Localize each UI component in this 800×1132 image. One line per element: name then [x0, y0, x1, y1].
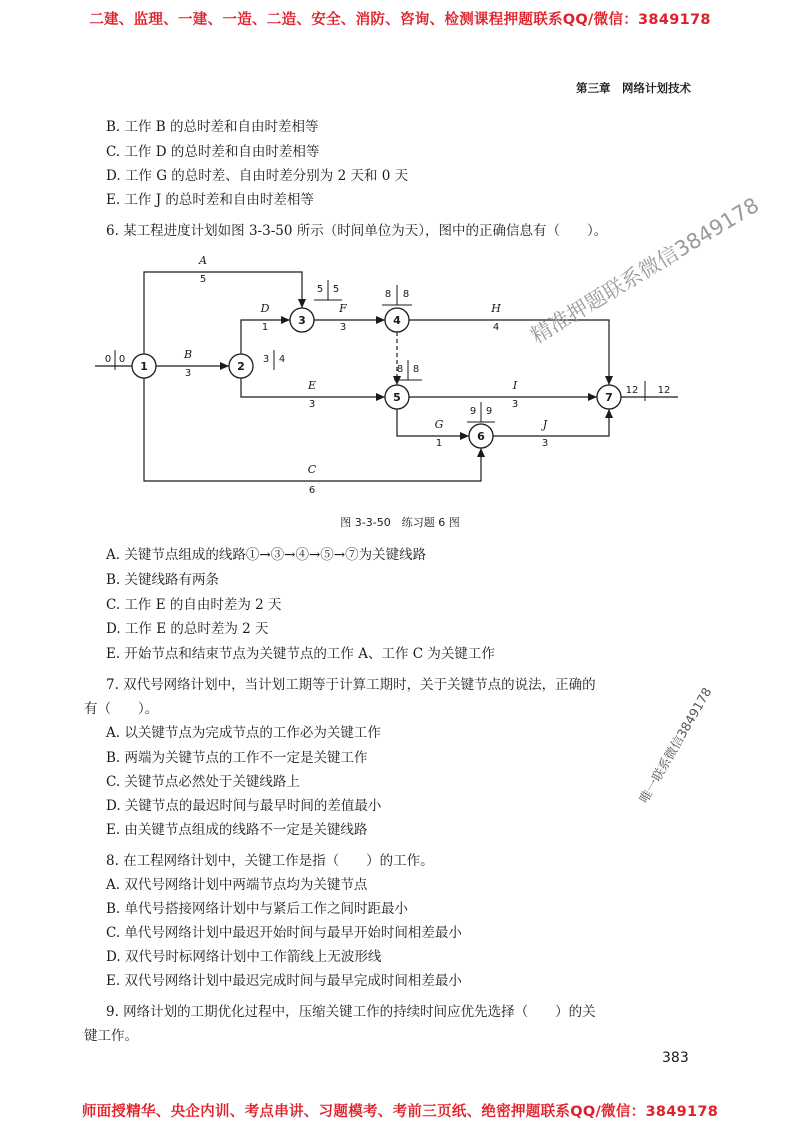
q9-stem-line1: 9. 网络计划的工期优化过程中，压缩关键工作的持续时间应优先选择（ ）的关 [106, 1004, 596, 1020]
q5-option-b: B. 工作 B 的总时差和自由时差相等 [106, 119, 319, 135]
q5-option-e: E. 工作 J 的总时差和自由时差相等 [106, 192, 314, 208]
q8-option-e: E. 双代号网络计划中最迟完成时间与最早完成时间相差最小 [106, 973, 462, 989]
activity-name-b: B [183, 348, 193, 361]
activity-name-j: J [542, 418, 548, 431]
q6-option-c: C. 工作 E 的自由时差为 2 天 [106, 597, 282, 613]
activity-duration-e: 3 [308, 399, 316, 410]
node-6-latest-time: 9 [485, 406, 493, 417]
node-6-earliest-time: 9 [469, 406, 477, 417]
node-6-number: 6 [477, 430, 485, 443]
activity-duration-d: 1 [261, 322, 269, 333]
watermark-vertical: 唯一联系微信3849178 [636, 684, 715, 806]
node-5-latest-time: 8 [412, 364, 420, 375]
q7-stem-line1: 7. 双代号网络计划中，当计划工期等于计算工期时，关于关键节点的说法，正确的 [106, 677, 596, 693]
activity-arrow-h [409, 320, 609, 385]
activity-arrow-j [493, 409, 609, 436]
q7-option-d: D. 关键节点的最迟时间与最早时间的差值最小 [106, 798, 382, 814]
q9-stem-line2: 键工作。 [84, 1028, 138, 1044]
bottom-promo-banner: 师面授精华、央企内训、考点串讲、习题模考、考前三页纸、绝密押题联系QQ/微信：3849178 [81, 1104, 719, 1120]
q7-option-b: B. 两端为关键节点的工作不一定是关键工作 [106, 750, 368, 766]
node-1-number: 1 [140, 360, 148, 373]
node-5-earliest-time: 8 [396, 364, 404, 375]
top-promo-banner: 二建、监理、一建、一造、二造、安全、消防、咨询、检测课程押题联系QQ/微信：3849178 [89, 12, 711, 28]
node-3-number: 3 [298, 314, 306, 327]
activity-name-a: A [199, 254, 207, 267]
q6-stem: 6. 某工程进度计划如图 3-3-50 所示（时间单位为天），图中的正确信息有（ ）。 [106, 223, 608, 239]
activity-arrow-a [144, 272, 302, 354]
activity-duration-j: 3 [541, 438, 549, 449]
q6-option-a: A. 关键节点组成的线路①→③→④→⑤→⑦为关键线路 [106, 547, 427, 563]
node-7-earliest-time: 12 [625, 385, 639, 396]
activity-duration-a: 5 [199, 274, 207, 285]
watermark-diagonal: 精准押题联系微信3849178 [526, 193, 764, 349]
node-4-latest-time: 8 [402, 289, 410, 300]
activity-duration-g: 1 [435, 438, 443, 449]
node-3-latest-time: 5 [332, 284, 340, 295]
q8-stem: 8. 在工程网络计划中，关键工作是指（ ）的工作。 [106, 853, 434, 869]
q7-stem-line2: 有（ ）。 [84, 701, 159, 717]
figure-caption: 图 3-3-50 练习题 6 图 [340, 516, 460, 529]
chapter-header: 第三章 网络计划技术 [576, 81, 691, 95]
q7-option-a: A. 以关键节点为完成节点的工作必为关键工作 [106, 725, 381, 741]
q8-option-a: A. 双代号网络计划中两端节点均为关键节点 [106, 877, 368, 893]
node-2-earliest-time: 3 [262, 354, 270, 365]
page-number: 383 [662, 1050, 689, 1066]
node-2-latest-time: 4 [278, 354, 286, 365]
q6-option-e: E. 开始节点和结束节点为关键节点的工作 A、工作 C 为关键工作 [106, 646, 495, 662]
activity-name-d: D [260, 302, 270, 315]
q5-option-c: C. 工作 D 的总时差和自由时差相等 [106, 144, 320, 160]
node-2-number: 2 [237, 360, 245, 373]
activity-name-h: H [491, 302, 501, 315]
node-1-earliest-time: 0 [104, 354, 112, 365]
node-7-number: 7 [605, 391, 613, 404]
activity-name-e: E [307, 379, 317, 392]
node-3-earliest-time: 5 [316, 284, 324, 295]
q8-option-d: D. 双代号时标网络计划中工作箭线上无波形线 [106, 949, 382, 965]
q7-option-e: E. 由关键节点组成的线路不一定是关键线路 [106, 822, 368, 838]
activity-duration-h: 4 [492, 322, 500, 333]
node-7-latest-time: 12 [657, 385, 671, 396]
activity-duration-c: 6 [308, 485, 316, 496]
activity-name-i: I [512, 379, 518, 392]
node-5-number: 5 [393, 391, 401, 404]
q6-option-b: B. 关键线路有两条 [106, 572, 220, 588]
q8-option-c: C. 单代号网络计划中最迟开始时间与最早开始时间相差最小 [106, 925, 462, 941]
q8-option-b: B. 单代号搭接网络计划中与紧后工作之间时距最小 [106, 901, 409, 917]
node-4-number: 4 [393, 314, 401, 327]
activity-name-f: F [339, 302, 347, 315]
activity-name-c: C [307, 463, 317, 476]
activity-duration-b: 3 [184, 368, 192, 379]
q6-option-d: D. 工作 E 的总时差为 2 天 [106, 621, 269, 637]
activity-name-g: G [434, 418, 444, 431]
node-4-earliest-time: 8 [384, 289, 392, 300]
q5-option-d: D. 工作 G 的总时差、自由时差分别为 2 天和 0 天 [106, 168, 409, 184]
activity-arrow-g [397, 409, 469, 436]
activity-duration-i: 3 [511, 399, 519, 410]
q7-option-c: C. 关键节点必然处于关键线路上 [106, 774, 300, 790]
node-1-latest-time: 0 [118, 354, 126, 365]
activity-duration-f: 3 [339, 322, 347, 333]
